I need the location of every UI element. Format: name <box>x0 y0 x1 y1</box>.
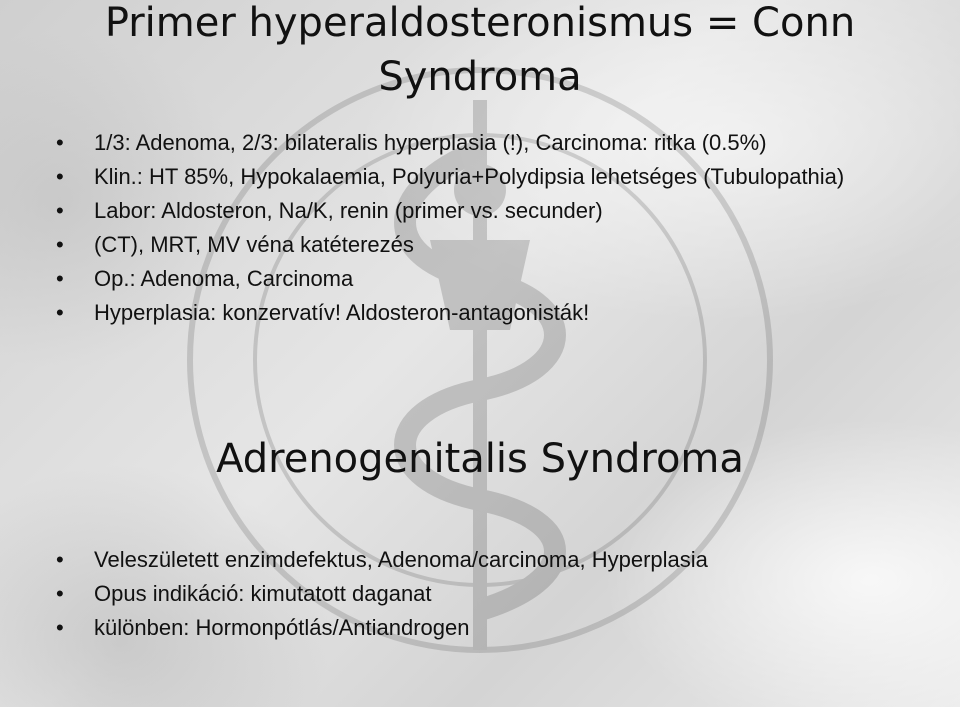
bullet-icon: • <box>56 232 64 257</box>
slide-title: Primer hyperaldosteronismus = Conn Syndroma <box>104 0 856 100</box>
list-item-text: Opus indikáció: kimutatott daganat <box>94 581 432 606</box>
bullet-icon: • <box>56 615 64 640</box>
adrenogenital-syndrome-bullet-list <box>56 547 916 649</box>
section-heading: Adrenogenitalis Syndroma <box>216 436 744 482</box>
list-item <box>56 581 916 607</box>
bullet-icon: • <box>56 547 64 572</box>
list-item <box>56 164 856 190</box>
list-item-text: 1/3: Adenoma, 2/3: bilateralis hyperplasia (!), Carcinoma: ritka (0.5%) <box>94 130 767 155</box>
bullet-icon: • <box>56 266 64 291</box>
bullet-icon: • <box>56 300 64 325</box>
conn-syndrome-bullet-list <box>56 130 856 334</box>
bullet-icon: • <box>56 164 64 189</box>
list-item <box>56 130 856 156</box>
list-item-text: Op.: Adenoma, Carcinoma <box>94 266 354 291</box>
list-item <box>56 198 856 224</box>
list-item-text: Labor: Aldosteron, Na/K, renin (primer vs. secunder) <box>94 198 603 223</box>
list-item-text: Hyperplasia: konzervatív! Aldosteron-antagonisták! <box>94 300 590 325</box>
list-item <box>56 615 916 641</box>
bullet-icon: • <box>56 130 64 155</box>
bullet-icon: • <box>56 581 64 606</box>
list-item-text: különben: Hormonpótlás/Antiandrogen <box>94 615 470 640</box>
list-item-text: Veleszületett enzimdefektus, Adenoma/carcinoma, Hyperplasia <box>94 547 708 572</box>
list-item-text: Klin.: HT 85%, Hypokalaemia, Polyuria+Polydipsia lehetséges (Tubulopathia) <box>94 164 845 189</box>
bullet-icon: • <box>56 198 64 223</box>
list-item <box>56 232 856 258</box>
list-item <box>56 300 856 326</box>
list-item-text: (CT), MRT, MV véna katéterezés <box>94 232 414 257</box>
list-item <box>56 547 916 573</box>
list-item <box>56 266 856 292</box>
